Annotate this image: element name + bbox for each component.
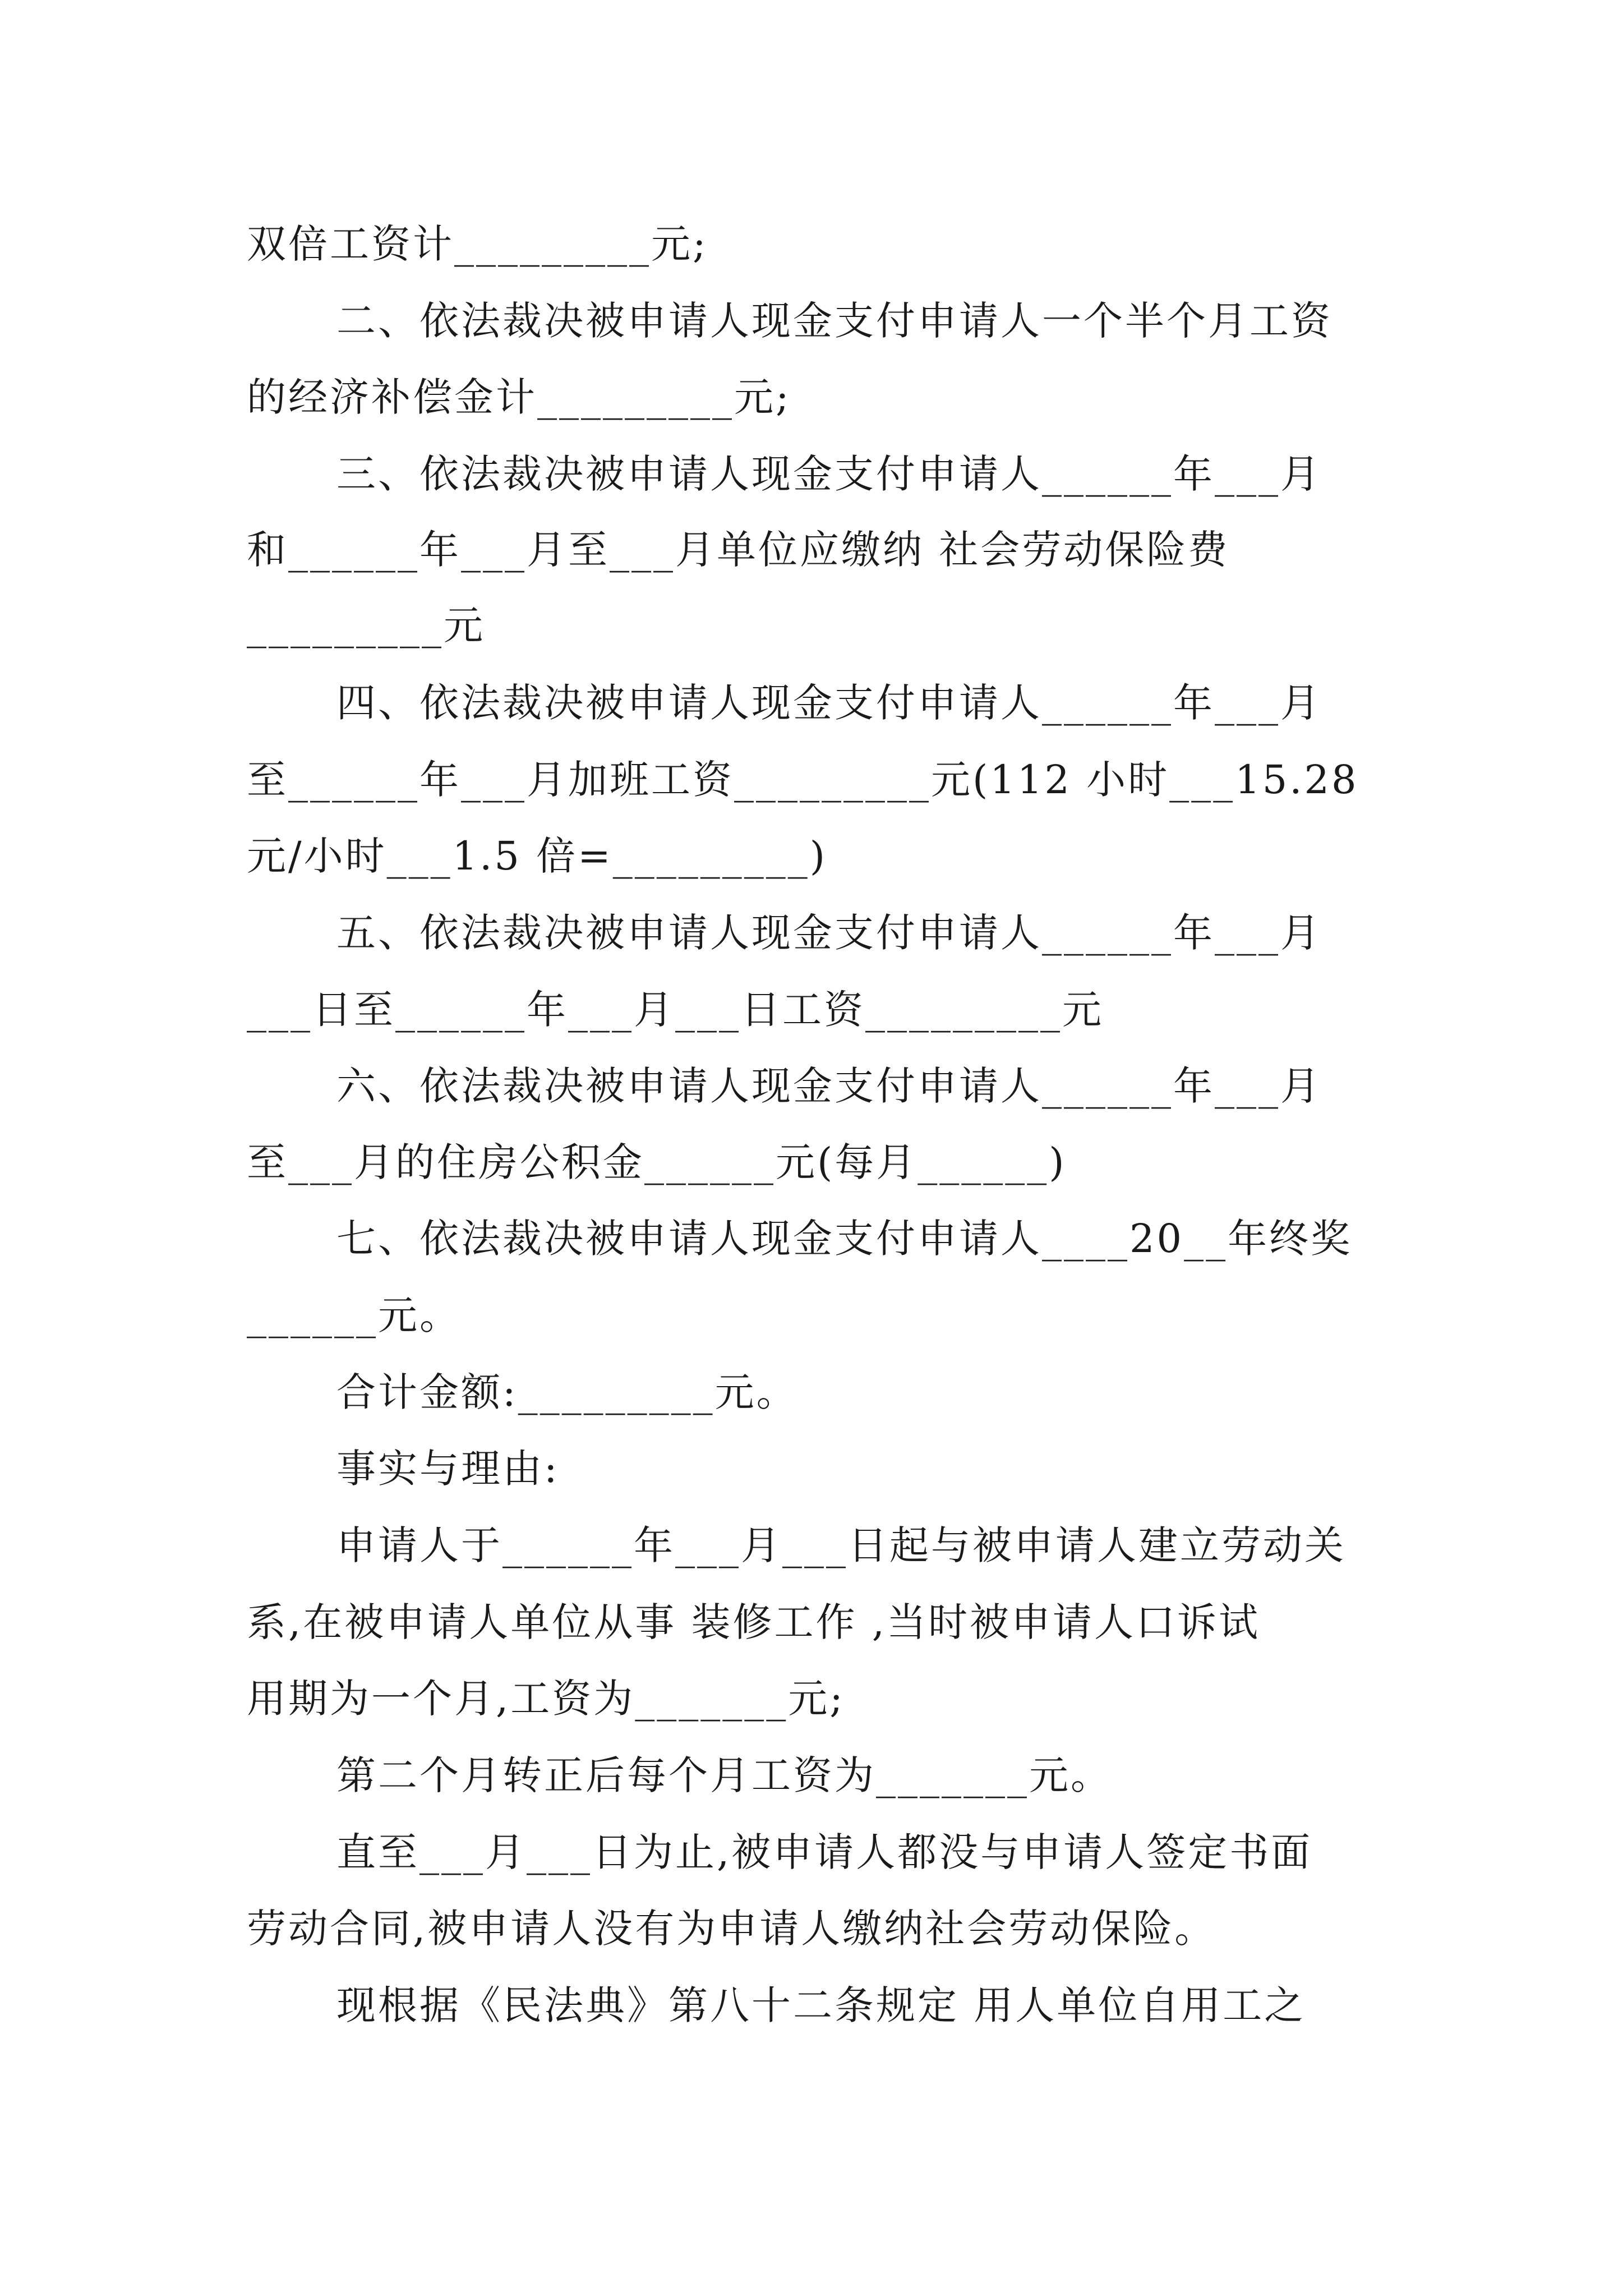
text-line: 七、依法裁决被申请人现金支付申请人____20__年终奖 — [336, 1216, 1353, 1262]
text-line: ______元。 — [247, 1292, 461, 1338]
text-line: 五、依法裁决被申请人现金支付申请人______年___月 — [336, 910, 1322, 956]
text-line: 三、依法裁决被申请人现金支付申请人______年___月 — [336, 451, 1322, 497]
text-line: 劳动合同,被申请人没有为申请人缴纳社会劳动保险。 — [247, 1906, 1216, 1952]
text-line: 第二个月转正后每个月工资为_______元。 — [336, 1752, 1112, 1798]
text-line: 至___月的住房公积金______元(每月______) — [247, 1139, 1067, 1185]
text-line: 用期为一个月,工资为_______元; — [247, 1676, 845, 1722]
text-line: ___日至______年___月___日工资_________元 — [247, 987, 1104, 1033]
text-line: 合计金额:_________元。 — [336, 1369, 798, 1415]
text-line: 元/小时___1.5 倍=_________) — [247, 833, 828, 879]
text-line: _________元 — [247, 602, 485, 648]
text-line: 六、依法裁决被申请人现金支付申请人______年___月 — [336, 1063, 1322, 1109]
text-line: 的经济补偿金计_________元; — [247, 374, 791, 420]
text-line: 现根据《民法典》第八十二条规定 用人单位自用工之 — [336, 1982, 1306, 2028]
text-line: 至______年___月加班工资_________元(112 小时___15.28 — [247, 757, 1359, 803]
text-line: 系,在被申请人单位从事 装修工作 ,当时被申请人口诉试 — [247, 1599, 1261, 1645]
section-heading: 事实与理由: — [336, 1446, 560, 1492]
text-line: 二、依法裁决被申请人现金支付申请人一个半个月工资 — [336, 298, 1332, 344]
text-line: 双倍工资计_________元; — [247, 221, 708, 267]
text-line: 和______年___月至___月单位应缴纳 社会劳动保险费 — [247, 527, 1230, 573]
text-line: 申请人于______年___月___日起与被申请人建立劳动关 — [336, 1522, 1346, 1568]
text-line: 直至___月___日为止,被申请人都没与申请人签定书面 — [336, 1829, 1313, 1875]
text-line: 四、依法裁决被申请人现金支付申请人______年___月 — [336, 680, 1322, 726]
